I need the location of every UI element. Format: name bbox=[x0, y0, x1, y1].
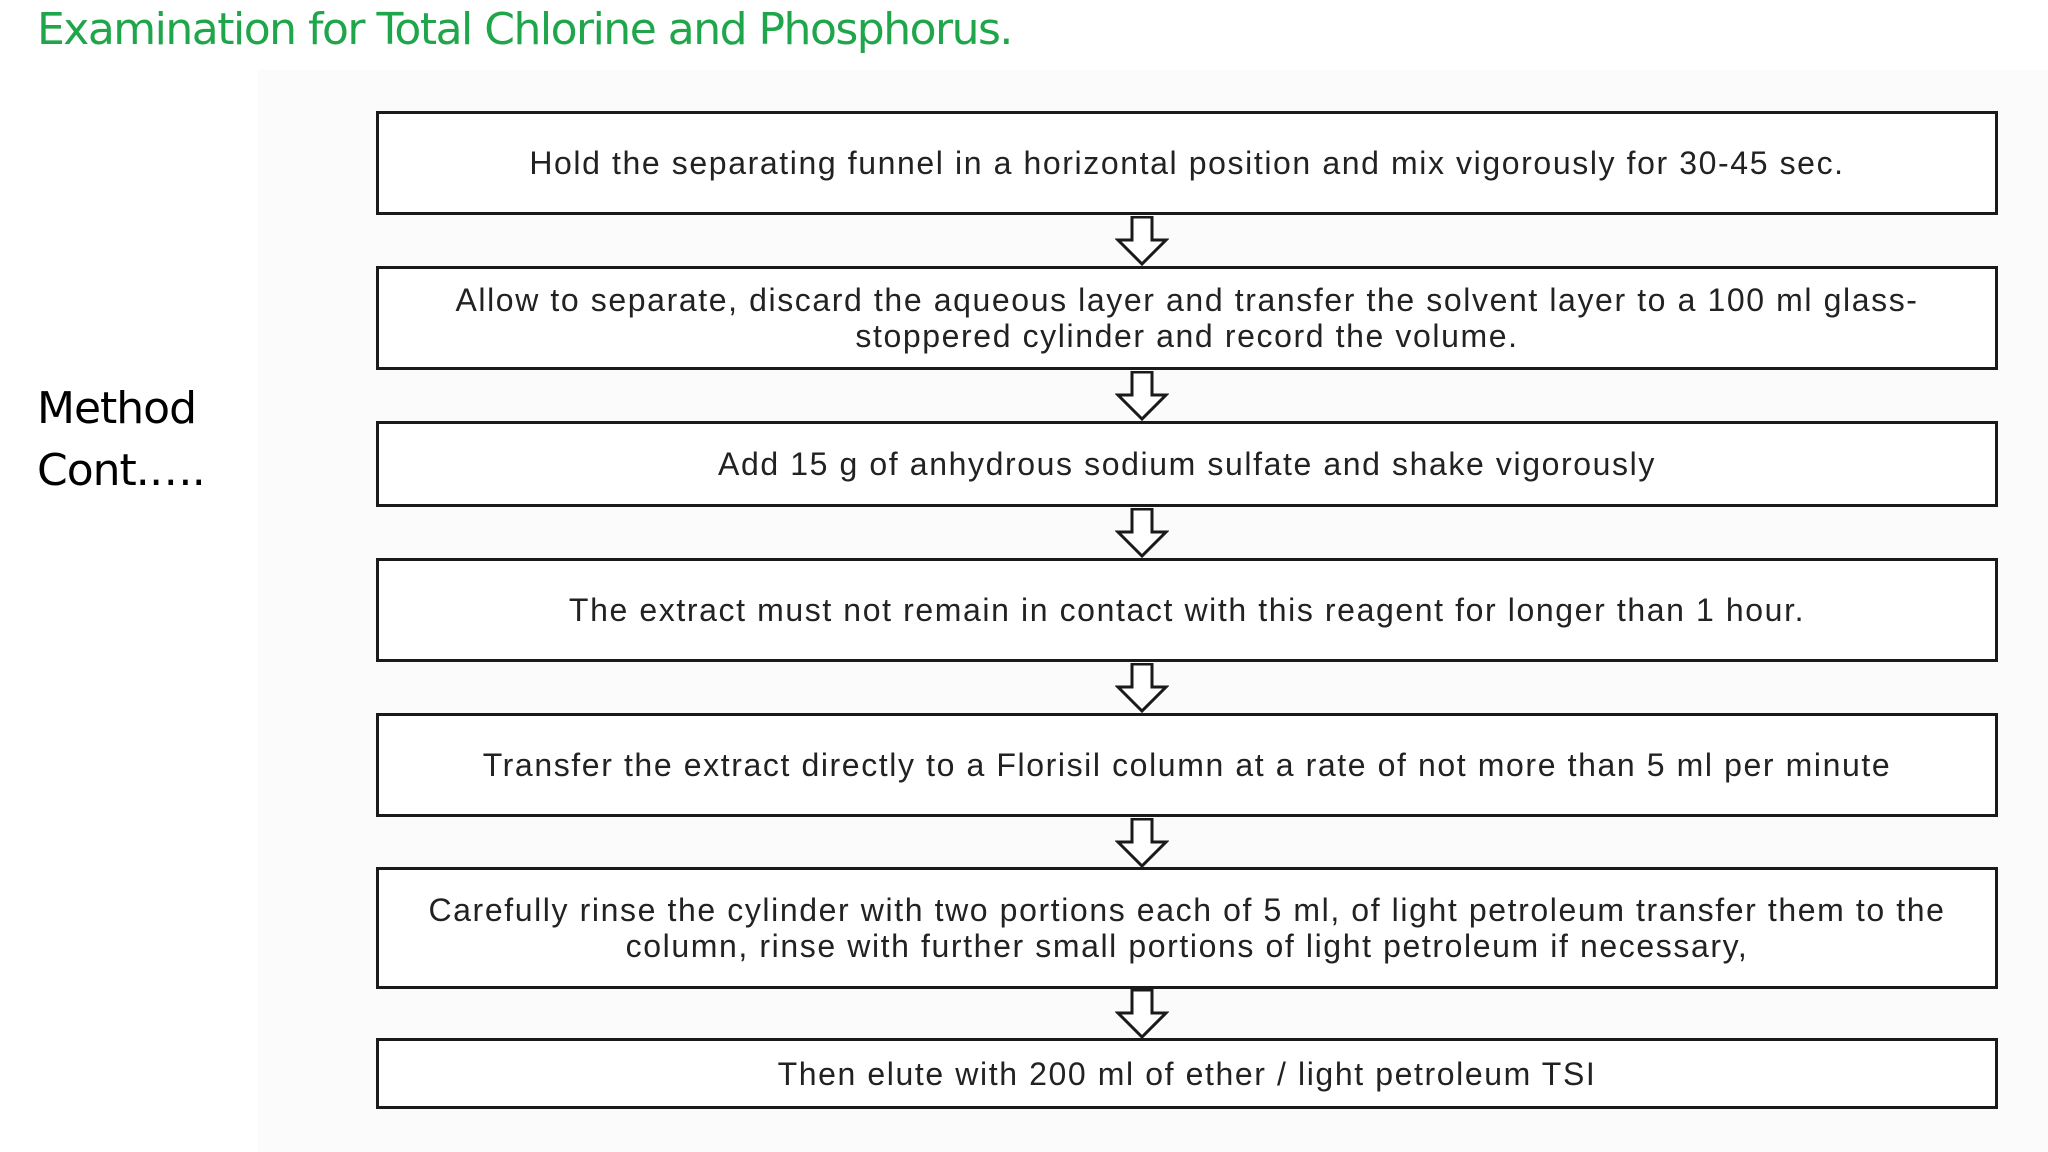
section-label-line-2: Cont.…. bbox=[37, 445, 205, 496]
down-arrow-icon bbox=[1115, 508, 1169, 558]
flow-step-7: Then elute with 200 ml of ether / light petroleum TSI bbox=[376, 1038, 1998, 1109]
flow-step-2: Allow to separate, discard the aqueous layer and transfer the solvent layer to a 100 ml glass-stoppered cylinder and record the volume. bbox=[376, 266, 1998, 370]
down-arrow-icon bbox=[1115, 818, 1169, 868]
flow-step-6: Carefully rinse the cylinder with two portions each of 5 ml, of light petroleum transfer them to the column, rinse with further small portions of light petroleum if necessary, bbox=[376, 867, 1998, 989]
flow-step-3: Add 15 g of anhydrous sodium sulfate and shake vigorously bbox=[376, 421, 1998, 507]
flowchart bbox=[258, 70, 2048, 1152]
down-arrow-icon bbox=[1115, 371, 1169, 421]
flow-step-5: Transfer the extract directly to a Florisil column at a rate of not more than 5 ml per minute bbox=[376, 713, 1998, 817]
slide-title: Examination for Total Chlorine and Phosphorus. bbox=[37, 4, 1012, 55]
down-arrow-icon bbox=[1115, 663, 1169, 713]
down-arrow-icon bbox=[1115, 216, 1169, 266]
flow-step-4: The extract must not remain in contact with this reagent for longer than 1 hour. bbox=[376, 558, 1998, 662]
down-arrow-icon bbox=[1115, 989, 1169, 1039]
section-label-line-1: Method bbox=[37, 383, 197, 434]
flow-step-1: Hold the separating funnel in a horizontal position and mix vigorously for 30-45 sec. bbox=[376, 111, 1998, 215]
